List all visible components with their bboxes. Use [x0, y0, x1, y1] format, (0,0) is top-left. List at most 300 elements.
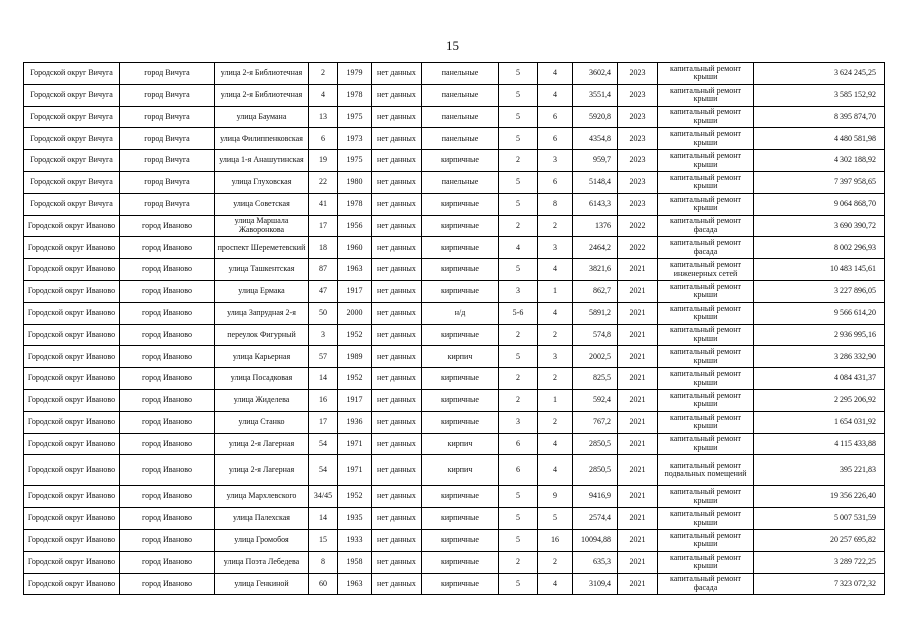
settlement-cell: город Иваново: [120, 368, 215, 390]
table-row: [24, 215, 885, 237]
table-row: [24, 193, 885, 215]
data-status-cell: нет данных: [372, 411, 422, 433]
street-cell: улица 2-я Библиотечная: [215, 63, 309, 85]
house-number-cell: 87: [309, 259, 338, 281]
floors-cell: 5: [499, 193, 538, 215]
entrances-cell: 4: [538, 573, 573, 595]
work-type-cell: капитальный ремонт фасада: [658, 237, 754, 259]
entrances-cell: 4: [538, 84, 573, 106]
municipality-cell: Городской округ Вичуга: [24, 193, 120, 215]
data-status-cell: нет данных: [372, 455, 422, 486]
house-number-cell: 50: [309, 302, 338, 324]
cost-cell: 7 397 958,65: [754, 171, 885, 193]
municipality-cell: Городской округ Вичуга: [24, 84, 120, 106]
settlement-cell: город Иваново: [120, 433, 215, 455]
data-status-cell: нет данных: [372, 193, 422, 215]
municipality-cell: Городской округ Иваново: [24, 237, 120, 259]
floors-cell: 5: [499, 508, 538, 530]
area-cell: 767,2: [573, 411, 618, 433]
area-cell: 1376: [573, 215, 618, 237]
cost-cell: 4 302 188,92: [754, 150, 885, 172]
street-cell: улица Станко: [215, 411, 309, 433]
table-row: [24, 433, 885, 455]
house-number-cell: 8: [309, 551, 338, 573]
settlement-cell: город Иваново: [120, 302, 215, 324]
floors-cell: 2: [499, 215, 538, 237]
table-row: [24, 486, 885, 508]
wall-material-cell: кирпичные: [422, 508, 499, 530]
year-built-cell: 1963: [338, 259, 372, 281]
table-row: [24, 455, 885, 486]
settlement-cell: город Вичуга: [120, 193, 215, 215]
year-built-cell: 1971: [338, 455, 372, 486]
settlement-cell: город Иваново: [120, 529, 215, 551]
floors-cell: 5: [499, 128, 538, 150]
year-built-cell: 1989: [338, 346, 372, 368]
house-number-cell: 34/45: [309, 486, 338, 508]
settlement-cell: город Иваново: [120, 486, 215, 508]
street-cell: улица Маршала Жаворонкова: [215, 215, 309, 237]
area-cell: 9416,9: [573, 486, 618, 508]
street-cell: улица Генкиной: [215, 573, 309, 595]
floors-cell: 5: [499, 259, 538, 281]
municipality-cell: Городской округ Иваново: [24, 389, 120, 411]
cost-cell: 7 323 072,32: [754, 573, 885, 595]
year-built-cell: 1917: [338, 280, 372, 302]
work-type-cell: капитальный ремонт подвальных помещений: [658, 455, 754, 486]
street-cell: улица Ташкентская: [215, 259, 309, 281]
table-row: [24, 302, 885, 324]
entrances-cell: 4: [538, 63, 573, 85]
wall-material-cell: кирпичные: [422, 324, 499, 346]
work-type-cell: капитальный ремонт крыши: [658, 128, 754, 150]
table-row: [24, 128, 885, 150]
wall-material-cell: панельные: [422, 128, 499, 150]
municipality-cell: Городской округ Вичуга: [24, 106, 120, 128]
data-status-cell: нет данных: [372, 551, 422, 573]
cost-cell: 3 289 722,25: [754, 551, 885, 573]
street-cell: улица Советская: [215, 193, 309, 215]
cost-cell: 3 227 896,05: [754, 280, 885, 302]
repair-year-cell: 2022: [618, 237, 658, 259]
settlement-cell: город Вичуга: [120, 63, 215, 85]
work-type-cell: капитальный ремонт крыши: [658, 368, 754, 390]
repair-year-cell: 2021: [618, 455, 658, 486]
cost-cell: 8 395 874,70: [754, 106, 885, 128]
table-row: [24, 324, 885, 346]
wall-material-cell: кирпичные: [422, 237, 499, 259]
municipality-cell: Городской округ Иваново: [24, 346, 120, 368]
repair-year-cell: 2023: [618, 193, 658, 215]
repair-year-cell: 2021: [618, 529, 658, 551]
year-built-cell: 2000: [338, 302, 372, 324]
repair-year-cell: 2023: [618, 106, 658, 128]
table-row: [24, 171, 885, 193]
wall-material-cell: кирпичные: [422, 215, 499, 237]
work-type-cell: капитальный ремонт крыши: [658, 84, 754, 106]
entrances-cell: 2: [538, 324, 573, 346]
year-built-cell: 1979: [338, 63, 372, 85]
entrances-cell: 16: [538, 529, 573, 551]
data-status-cell: нет данных: [372, 150, 422, 172]
entrances-cell: 5: [538, 508, 573, 530]
street-cell: улица Баумана: [215, 106, 309, 128]
cost-cell: 4 480 581,98: [754, 128, 885, 150]
year-built-cell: 1917: [338, 389, 372, 411]
entrances-cell: 2: [538, 411, 573, 433]
data-status-cell: нет данных: [372, 237, 422, 259]
municipality-cell: Городской округ Иваново: [24, 368, 120, 390]
data-status-cell: нет данных: [372, 84, 422, 106]
table-row: [24, 150, 885, 172]
area-cell: 2850,5: [573, 455, 618, 486]
wall-material-cell: панельные: [422, 171, 499, 193]
cost-cell: 3 624 245,25: [754, 63, 885, 85]
house-number-cell: 15: [309, 529, 338, 551]
year-built-cell: 1978: [338, 84, 372, 106]
cost-cell: 3 585 152,92: [754, 84, 885, 106]
floors-cell: 2: [499, 551, 538, 573]
page-number: 15: [446, 38, 459, 53]
house-number-cell: 6: [309, 128, 338, 150]
area-cell: 5891,2: [573, 302, 618, 324]
wall-material-cell: кирпичные: [422, 368, 499, 390]
wall-material-cell: кирпич: [422, 455, 499, 486]
table-row: [24, 368, 885, 390]
entrances-cell: 1: [538, 389, 573, 411]
work-type-cell: капитальный ремонт крыши: [658, 171, 754, 193]
entrances-cell: 4: [538, 302, 573, 324]
year-built-cell: 1958: [338, 551, 372, 573]
floors-cell: 6: [499, 433, 538, 455]
repair-year-cell: 2021: [618, 346, 658, 368]
municipality-cell: Городской округ Иваново: [24, 411, 120, 433]
repair-year-cell: 2021: [618, 302, 658, 324]
table-row: [24, 411, 885, 433]
house-number-cell: 47: [309, 280, 338, 302]
municipality-cell: Городской округ Иваново: [24, 508, 120, 530]
wall-material-cell: кирпичные: [422, 389, 499, 411]
wall-material-cell: кирпич: [422, 346, 499, 368]
repair-year-cell: 2021: [618, 433, 658, 455]
floors-cell: 6: [499, 455, 538, 486]
table-row: [24, 551, 885, 573]
year-built-cell: 1952: [338, 368, 372, 390]
housing-repair-table: [23, 62, 885, 595]
work-type-cell: капитальный ремонт фасада: [658, 573, 754, 595]
repair-year-cell: 2021: [618, 280, 658, 302]
work-type-cell: капитальный ремонт крыши: [658, 508, 754, 530]
entrances-cell: 6: [538, 128, 573, 150]
house-number-cell: 14: [309, 368, 338, 390]
municipality-cell: Городской округ Иваново: [24, 486, 120, 508]
work-type-cell: капитальный ремонт крыши: [658, 302, 754, 324]
table-row: [24, 529, 885, 551]
work-type-cell: капитальный ремонт крыши: [658, 106, 754, 128]
street-cell: улица Жиделева: [215, 389, 309, 411]
work-type-cell: капитальный ремонт крыши: [658, 346, 754, 368]
cost-cell: 4 115 433,88: [754, 433, 885, 455]
table-row: [24, 259, 885, 281]
settlement-cell: город Иваново: [120, 237, 215, 259]
data-status-cell: нет данных: [372, 508, 422, 530]
area-cell: 3109,4: [573, 573, 618, 595]
repair-year-cell: 2021: [618, 411, 658, 433]
work-type-cell: капитальный ремонт крыши: [658, 529, 754, 551]
work-type-cell: капитальный ремонт крыши: [658, 280, 754, 302]
area-cell: 592,4: [573, 389, 618, 411]
entrances-cell: 4: [538, 433, 573, 455]
house-number-cell: 17: [309, 411, 338, 433]
municipality-cell: Городской округ Иваново: [24, 302, 120, 324]
house-number-cell: 57: [309, 346, 338, 368]
year-built-cell: 1980: [338, 171, 372, 193]
floors-cell: 2: [499, 324, 538, 346]
repair-year-cell: 2023: [618, 150, 658, 172]
settlement-cell: город Вичуга: [120, 106, 215, 128]
area-cell: 862,7: [573, 280, 618, 302]
street-cell: переулок Фигурный: [215, 324, 309, 346]
work-type-cell: капитальный ремонт крыши: [658, 150, 754, 172]
house-number-cell: 3: [309, 324, 338, 346]
floors-cell: 2: [499, 389, 538, 411]
cost-cell: 9 566 614,20: [754, 302, 885, 324]
area-cell: 10094,88: [573, 529, 618, 551]
house-number-cell: 22: [309, 171, 338, 193]
floors-cell: 5: [499, 171, 538, 193]
data-status-cell: нет данных: [372, 302, 422, 324]
floors-cell: 5: [499, 106, 538, 128]
wall-material-cell: кирпичные: [422, 573, 499, 595]
data-status-cell: нет данных: [372, 486, 422, 508]
area-cell: 2002,5: [573, 346, 618, 368]
settlement-cell: город Вичуга: [120, 171, 215, 193]
floors-cell: 5: [499, 63, 538, 85]
work-type-cell: капитальный ремонт крыши: [658, 486, 754, 508]
floors-cell: 5: [499, 529, 538, 551]
work-type-cell: капитальный ремонт инженерных сетей: [658, 259, 754, 281]
municipality-cell: Городской округ Иваново: [24, 433, 120, 455]
repair-year-cell: 2021: [618, 486, 658, 508]
data-status-cell: нет данных: [372, 128, 422, 150]
work-type-cell: капитальный ремонт крыши: [658, 551, 754, 573]
entrances-cell: 4: [538, 259, 573, 281]
settlement-cell: город Иваново: [120, 346, 215, 368]
house-number-cell: 41: [309, 193, 338, 215]
repair-year-cell: 2021: [618, 368, 658, 390]
year-built-cell: 1973: [338, 128, 372, 150]
area-cell: 3551,4: [573, 84, 618, 106]
cost-cell: 9 064 868,70: [754, 193, 885, 215]
cost-cell: 4 084 431,37: [754, 368, 885, 390]
year-built-cell: 1963: [338, 573, 372, 595]
municipality-cell: Городской округ Иваново: [24, 529, 120, 551]
repair-year-cell: 2023: [618, 128, 658, 150]
wall-material-cell: кирпич: [422, 433, 499, 455]
floors-cell: 5: [499, 84, 538, 106]
wall-material-cell: кирпичные: [422, 150, 499, 172]
municipality-cell: Городской округ Иваново: [24, 280, 120, 302]
house-number-cell: 17: [309, 215, 338, 237]
house-number-cell: 18: [309, 237, 338, 259]
year-built-cell: 1975: [338, 150, 372, 172]
entrances-cell: 9: [538, 486, 573, 508]
table-row: [24, 237, 885, 259]
area-cell: 635,3: [573, 551, 618, 573]
house-number-cell: 14: [309, 508, 338, 530]
data-status-cell: нет данных: [372, 529, 422, 551]
repair-year-cell: 2021: [618, 508, 658, 530]
table-row: [24, 63, 885, 85]
work-type-cell: капитальный ремонт крыши: [658, 389, 754, 411]
cost-cell: 1 654 031,92: [754, 411, 885, 433]
house-number-cell: 2: [309, 63, 338, 85]
street-cell: улица 2-я Библиотечная: [215, 84, 309, 106]
house-number-cell: 4: [309, 84, 338, 106]
wall-material-cell: панельные: [422, 63, 499, 85]
entrances-cell: 8: [538, 193, 573, 215]
area-cell: 2574,4: [573, 508, 618, 530]
floors-cell: 2: [499, 368, 538, 390]
street-cell: проспект Шереметевский: [215, 237, 309, 259]
floors-cell: 2: [499, 150, 538, 172]
cost-cell: 20 257 695,82: [754, 529, 885, 551]
cost-cell: 3 690 390,72: [754, 215, 885, 237]
table-row: [24, 106, 885, 128]
area-cell: 3821,6: [573, 259, 618, 281]
year-built-cell: 1935: [338, 508, 372, 530]
street-cell: улица Палехская: [215, 508, 309, 530]
repair-year-cell: 2021: [618, 573, 658, 595]
area-cell: 5148,4: [573, 171, 618, 193]
table-row: [24, 84, 885, 106]
municipality-cell: Городской округ Иваново: [24, 551, 120, 573]
repair-year-cell: 2021: [618, 324, 658, 346]
data-status-cell: нет данных: [372, 573, 422, 595]
year-built-cell: 1975: [338, 106, 372, 128]
entrances-cell: 1: [538, 280, 573, 302]
wall-material-cell: кирпичные: [422, 486, 499, 508]
wall-material-cell: кирпичные: [422, 193, 499, 215]
house-number-cell: 54: [309, 455, 338, 486]
floors-cell: 3: [499, 411, 538, 433]
area-cell: 574,8: [573, 324, 618, 346]
street-cell: улица Посадковая: [215, 368, 309, 390]
cost-cell: 10 483 145,61: [754, 259, 885, 281]
municipality-cell: Городской округ Иваново: [24, 573, 120, 595]
house-number-cell: 16: [309, 389, 338, 411]
repair-year-cell: 2023: [618, 84, 658, 106]
settlement-cell: город Вичуга: [120, 84, 215, 106]
table-row: [24, 508, 885, 530]
year-built-cell: 1978: [338, 193, 372, 215]
year-built-cell: 1971: [338, 433, 372, 455]
year-built-cell: 1936: [338, 411, 372, 433]
entrances-cell: 3: [538, 150, 573, 172]
municipality-cell: Городской округ Вичуга: [24, 171, 120, 193]
settlement-cell: город Иваново: [120, 551, 215, 573]
cost-cell: 395 221,83: [754, 455, 885, 486]
municipality-cell: Городской округ Иваново: [24, 259, 120, 281]
year-built-cell: 1952: [338, 486, 372, 508]
data-status-cell: нет данных: [372, 63, 422, 85]
data-status-cell: нет данных: [372, 433, 422, 455]
data-status-cell: нет данных: [372, 171, 422, 193]
area-cell: 2464,2: [573, 237, 618, 259]
wall-material-cell: н/д: [422, 302, 499, 324]
settlement-cell: город Иваново: [120, 324, 215, 346]
house-number-cell: 54: [309, 433, 338, 455]
street-cell: улица 2-я Лагерная: [215, 433, 309, 455]
street-cell: улица Мархлевского: [215, 486, 309, 508]
wall-material-cell: кирпичные: [422, 280, 499, 302]
work-type-cell: капитальный ремонт фасада: [658, 215, 754, 237]
street-cell: улица Громобоя: [215, 529, 309, 551]
entrances-cell: 3: [538, 237, 573, 259]
house-number-cell: 19: [309, 150, 338, 172]
work-type-cell: капитальный ремонт крыши: [658, 193, 754, 215]
repair-year-cell: 2022: [618, 215, 658, 237]
entrances-cell: 2: [538, 551, 573, 573]
street-cell: улица 2-я Лагерная: [215, 455, 309, 486]
floors-cell: 3: [499, 280, 538, 302]
settlement-cell: город Иваново: [120, 411, 215, 433]
work-type-cell: капитальный ремонт крыши: [658, 324, 754, 346]
data-status-cell: нет данных: [372, 346, 422, 368]
settlement-cell: город Иваново: [120, 280, 215, 302]
street-cell: улица Глуховская: [215, 171, 309, 193]
table-row: [24, 346, 885, 368]
area-cell: 2850,5: [573, 433, 618, 455]
repair-year-cell: 2023: [618, 63, 658, 85]
cost-cell: 2 936 995,16: [754, 324, 885, 346]
area-cell: 3602,4: [573, 63, 618, 85]
settlement-cell: город Вичуга: [120, 128, 215, 150]
cost-cell: 5 007 531,59: [754, 508, 885, 530]
entrances-cell: 6: [538, 106, 573, 128]
municipality-cell: Городской округ Вичуга: [24, 150, 120, 172]
cost-cell: 2 295 206,92: [754, 389, 885, 411]
area-cell: 5920,8: [573, 106, 618, 128]
year-built-cell: 1952: [338, 324, 372, 346]
data-status-cell: нет данных: [372, 389, 422, 411]
floors-cell: 5: [499, 486, 538, 508]
settlement-cell: город Вичуга: [120, 150, 215, 172]
table-row: [24, 389, 885, 411]
street-cell: улица Филиппенковская: [215, 128, 309, 150]
street-cell: улица Запрудная 2-я: [215, 302, 309, 324]
entrances-cell: 3: [538, 346, 573, 368]
entrances-cell: 2: [538, 215, 573, 237]
house-number-cell: 13: [309, 106, 338, 128]
data-status-cell: нет данных: [372, 215, 422, 237]
entrances-cell: 6: [538, 171, 573, 193]
entrances-cell: 2: [538, 368, 573, 390]
floors-cell: 5: [499, 573, 538, 595]
data-status-cell: нет данных: [372, 324, 422, 346]
table-row: [24, 280, 885, 302]
settlement-cell: город Иваново: [120, 573, 215, 595]
repair-year-cell: 2021: [618, 551, 658, 573]
area-cell: 959,7: [573, 150, 618, 172]
floors-cell: 5: [499, 346, 538, 368]
year-built-cell: 1956: [338, 215, 372, 237]
wall-material-cell: кирпичные: [422, 529, 499, 551]
cost-cell: 8 002 296,93: [754, 237, 885, 259]
table-row: [24, 573, 885, 595]
house-number-cell: 60: [309, 573, 338, 595]
work-type-cell: капитальный ремонт крыши: [658, 411, 754, 433]
